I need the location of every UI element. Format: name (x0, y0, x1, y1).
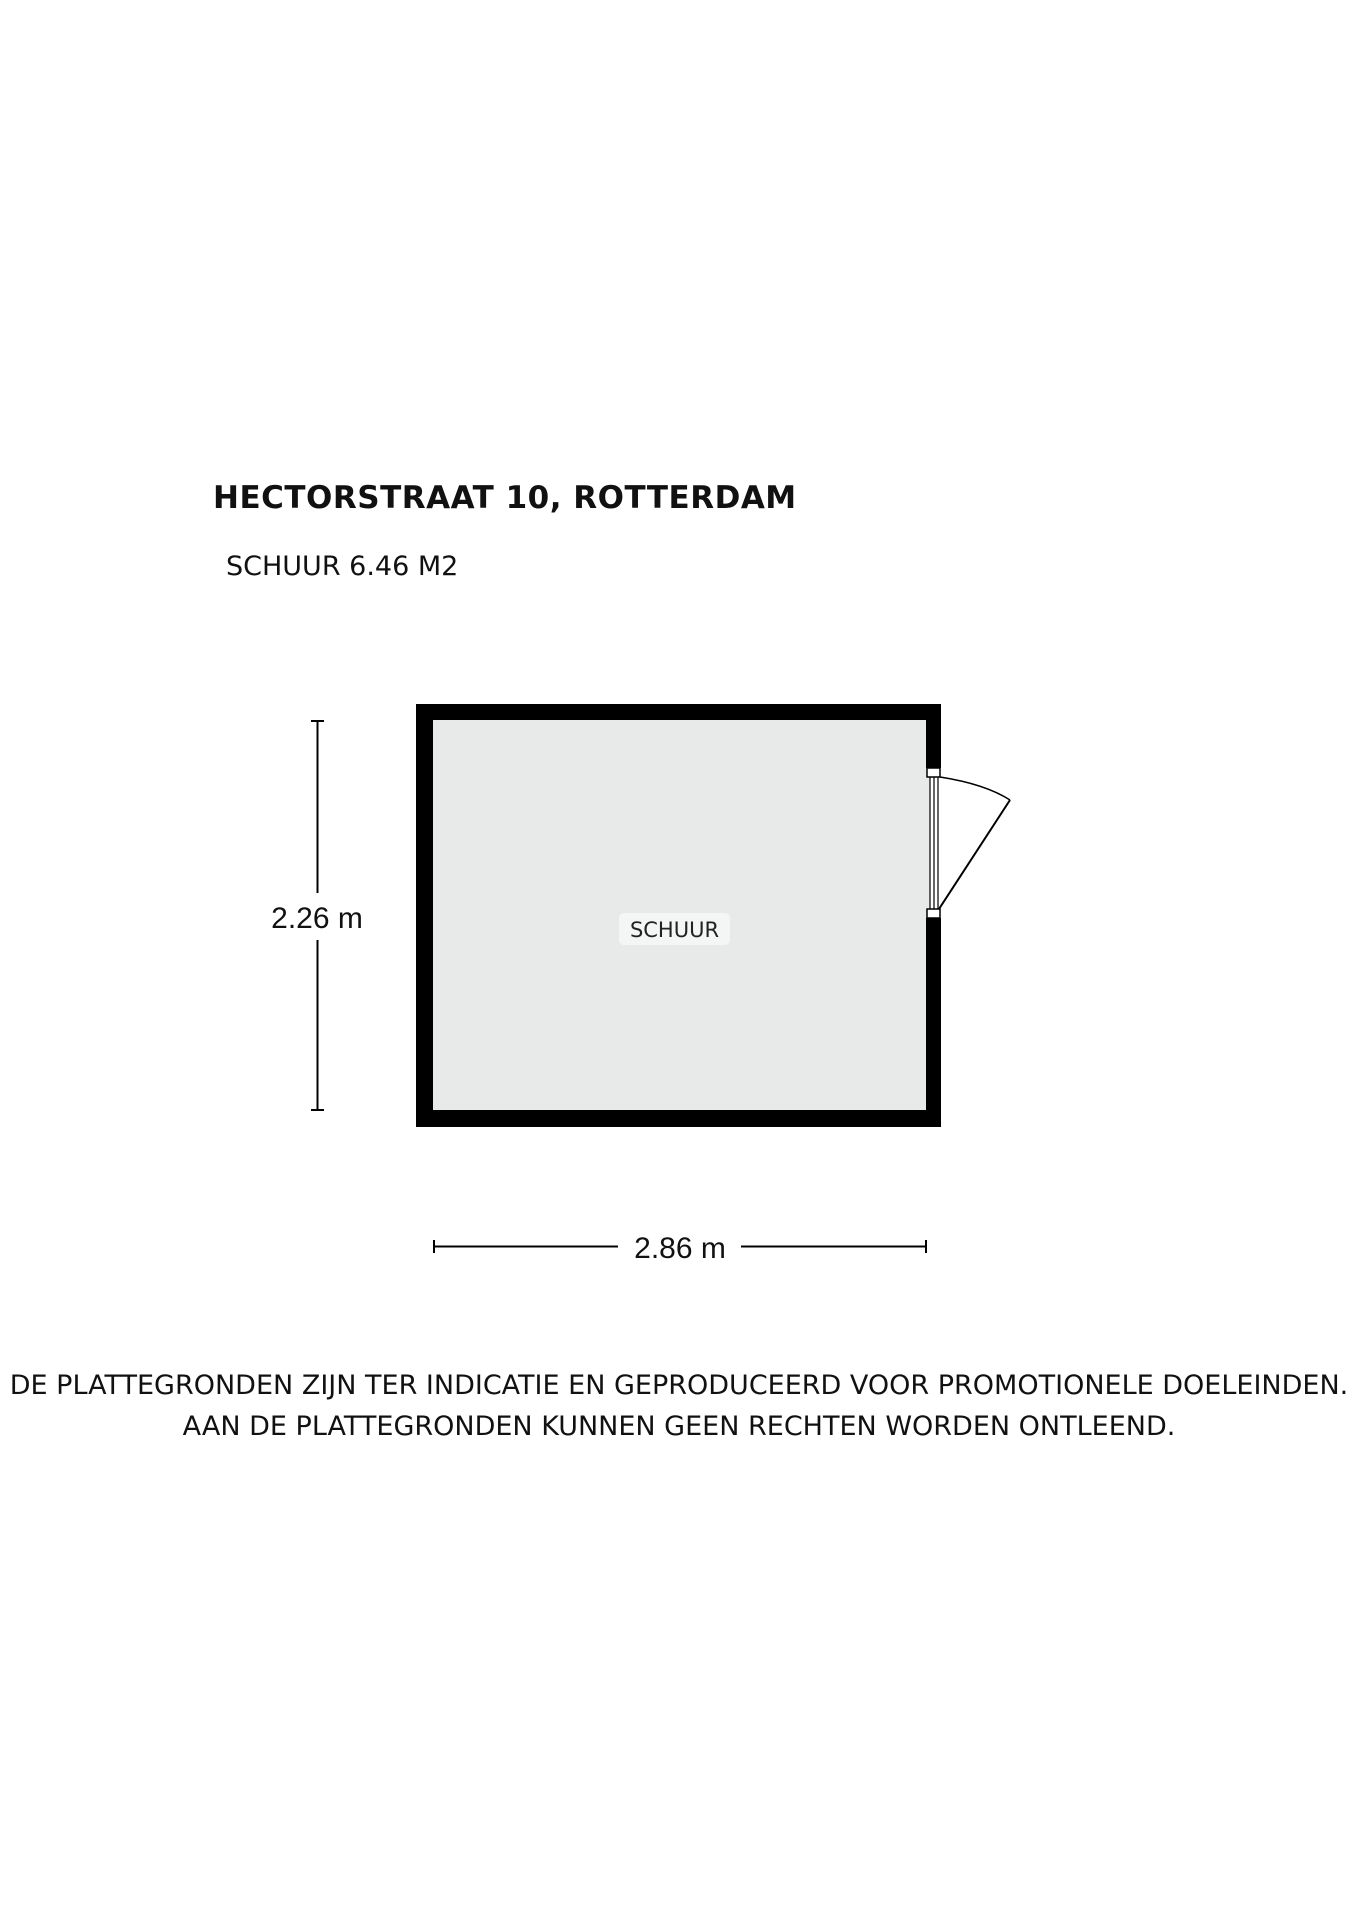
height-dimension-label: 2.26 m (271, 902, 363, 935)
wall-right-lower (926, 918, 941, 1127)
disclaimer-line-2: AAN DE PLATTEGRONDEN KUNNEN GEEN RECHTEN WORDEN ONTLEEND. (182, 1411, 1176, 1442)
wall-top (416, 704, 941, 720)
door-jamb-bottom (927, 909, 940, 918)
room-area-subtitle: SCHUUR 6.46 M2 (226, 551, 459, 582)
width-dimension-label: 2.86 m (634, 1232, 726, 1265)
room-label: SCHUUR (629, 918, 720, 942)
height-dimension (271, 721, 363, 1110)
door (927, 768, 1010, 918)
disclaimer-line-1: DE PLATTEGRONDEN ZIJN TER INDICATIE EN GEPRODUCEERD VOOR PROMOTIONELE DOELEINDEN. (9, 1370, 1349, 1401)
width-dimension (434, 1232, 926, 1265)
door-swing-arc (940, 777, 1010, 800)
wall-left (416, 704, 433, 1127)
door-leaf (939, 800, 1010, 909)
wall-bottom (416, 1110, 941, 1127)
door-jamb-top (927, 768, 940, 777)
wall-right-upper (926, 704, 941, 768)
property-address-title: HECTORSTRAAT 10, ROTTERDAM (213, 480, 797, 516)
